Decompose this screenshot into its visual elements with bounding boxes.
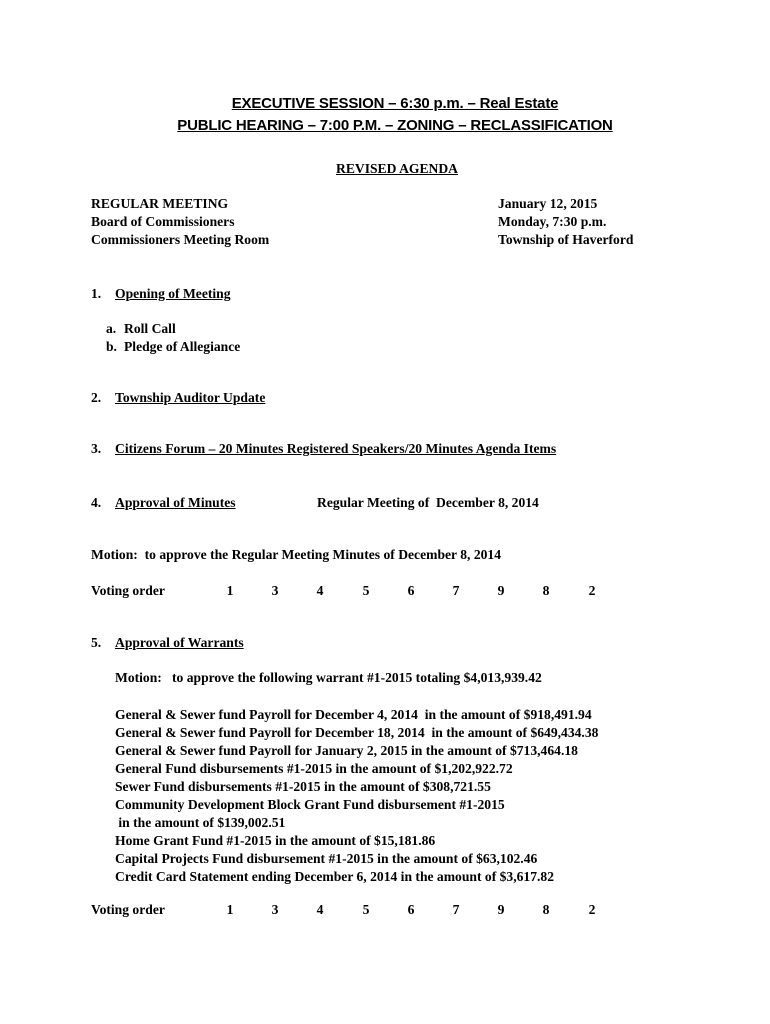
vote-position: 9 (497, 902, 505, 917)
warrant-line: General & Sewer fund Payroll for December 18, 2014 in the amount of $649,434.38 (115, 725, 599, 740)
item-2-number: 2. (91, 390, 102, 405)
item-1a-text: Roll Call (124, 321, 176, 336)
item-3-number: 3. (91, 441, 102, 456)
warrant-line: Credit Card Statement ending December 6, 2014 in the amount of $3,617.82 (115, 869, 554, 884)
meeting-location: Township of Haverford (498, 232, 634, 247)
vote-position: 7 (452, 902, 460, 917)
voting-order-label: Voting order (91, 902, 165, 917)
item-2-title: Township Auditor Update (115, 390, 266, 405)
item-1a-letter: a. (106, 321, 117, 336)
vote-position: 7 (452, 583, 460, 598)
vote-position: 5 (362, 583, 370, 598)
vote-position: 1 (226, 583, 234, 598)
meeting-type: REGULAR MEETING (91, 196, 229, 211)
vote-position: 2 (588, 902, 596, 917)
item-5-title: Approval of Warrants (115, 635, 244, 650)
item-1-title: Opening of Meeting (115, 286, 231, 301)
warrant-line: Sewer Fund disbursements #1-2015 in the amount of $308,721.55 (115, 779, 491, 794)
item-4-number: 4. (91, 495, 102, 510)
meeting-room: Commissioners Meeting Room (91, 232, 270, 247)
meeting-info-right (498, 195, 633, 249)
meeting-body: Board of Commissioners (91, 214, 235, 229)
item-1b-text: Pledge of Allegiance (124, 339, 241, 354)
warrant-line: Capital Projects Fund disbursement #1-2015 in the amount of $63,102.46 (115, 851, 538, 866)
meeting-time: Monday, 7:30 p.m. (498, 214, 607, 229)
item-4-detail: Regular Meeting of December 8, 2014 (317, 495, 539, 510)
item-3-title: Citizens Forum – 20 Minutes Registered Speakers/20 Minutes Agenda Items (115, 441, 557, 456)
warrant-line: in the amount of $139,002.51 (115, 815, 286, 830)
meeting-info-left (91, 195, 269, 249)
vote-position: 3 (271, 583, 279, 598)
voting-order-row-1 (0, 582, 770, 600)
vote-position: 2 (588, 583, 596, 598)
public-hearing-heading: PUBLIC HEARING – 7:00 P.M. – ZONING – RECLASSIFICATION (177, 117, 613, 134)
vote-position: 4 (316, 583, 324, 598)
vote-position: 5 (362, 902, 370, 917)
executive-session-heading: EXECUTIVE SESSION – 6:30 p.m. – Real Estate (231, 95, 559, 112)
vote-position: 4 (316, 902, 324, 917)
item-1-number: 1. (91, 286, 102, 301)
meeting-date: January 12, 2015 (498, 196, 598, 211)
warrant-lines (115, 706, 598, 886)
warrant-line: General Fund disbursements #1-2015 in the amount of $1,202,922.72 (115, 761, 513, 776)
vote-position: 3 (271, 902, 279, 917)
vote-position: 9 (497, 583, 505, 598)
warrant-line: Community Development Block Grant Fund disbursement #1-2015 (115, 797, 505, 812)
vote-position: 6 (407, 583, 415, 598)
warrant-line: General & Sewer fund Payroll for January 2, 2015 in the amount of $713,464.18 (115, 743, 578, 758)
item-5-number: 5. (91, 635, 102, 650)
vote-position: 8 (542, 583, 550, 598)
revised-agenda-title: REVISED AGENDA (336, 161, 458, 176)
warrant-line: General & Sewer fund Payroll for December 4, 2014 in the amount of $918,491.94 (115, 707, 592, 722)
item-1b-letter: b. (106, 339, 117, 354)
item-4-title: Approval of Minutes (115, 495, 236, 510)
voting-order-row-2 (0, 901, 770, 919)
vote-position: 8 (542, 902, 550, 917)
vote-position: 1 (226, 902, 234, 917)
vote-position: 6 (407, 902, 415, 917)
motion-minutes: Motion: to approve the Regular Meeting Minutes of December 8, 2014 (91, 547, 502, 562)
warrant-motion: Motion: to approve the following warrant #1-2015 totaling $4,013,939.42 (115, 670, 542, 685)
warrant-line: Home Grant Fund #1-2015 in the amount of $15,181.86 (115, 833, 436, 848)
voting-order-label: Voting order (91, 583, 165, 598)
